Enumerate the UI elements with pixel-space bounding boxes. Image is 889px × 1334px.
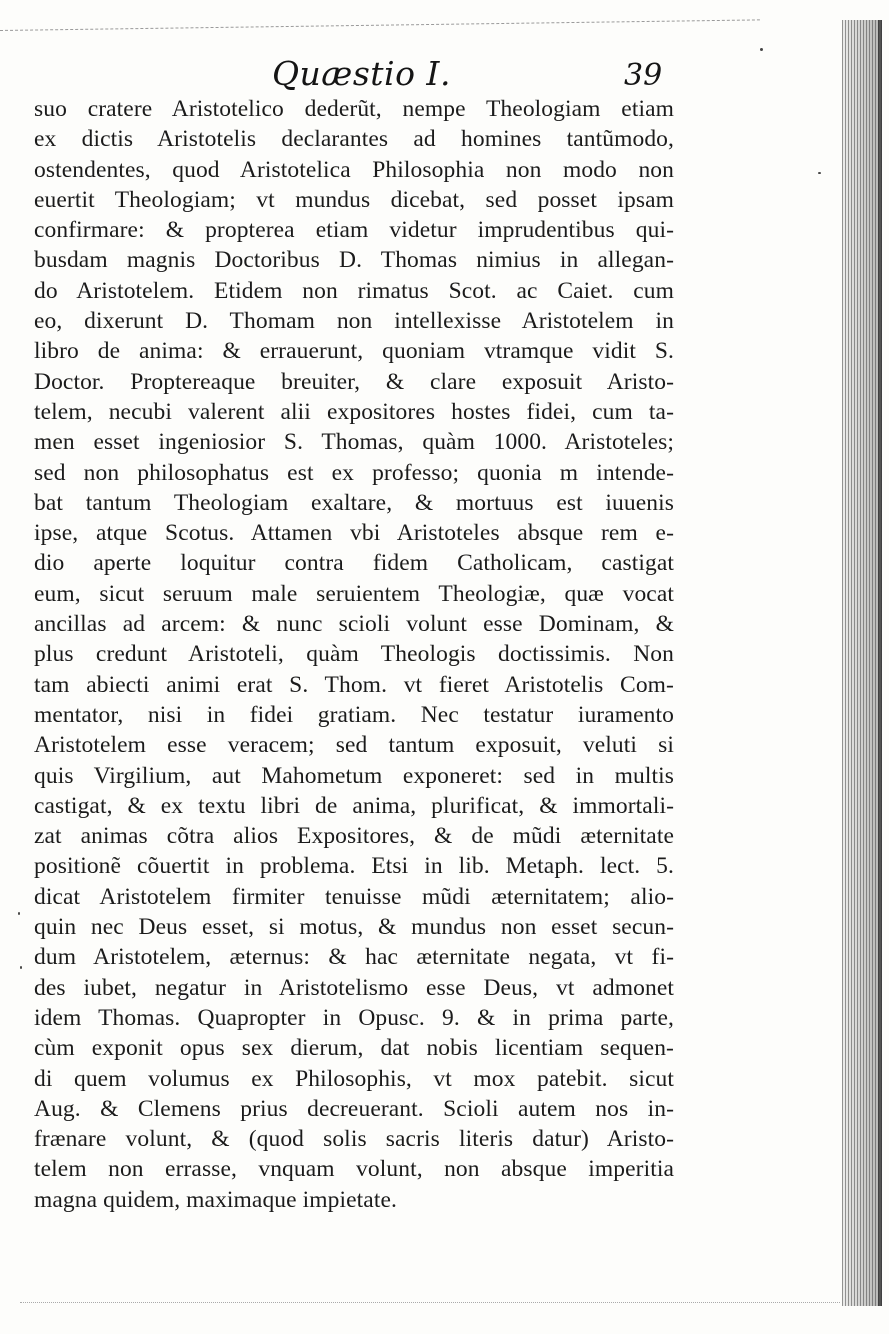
text-line: plus credunt Aristoteli, quàm Theologis doctissimis. Non — [34, 641, 674, 668]
text-line: dio aperte loquitur contra fidem Catholicam, castigat — [34, 550, 674, 577]
text-line: sed non philosophatus est ex professo; quonia m intende- — [34, 459, 674, 486]
scan-edge-top — [0, 19, 760, 31]
text-line: zat animas cõtra alios Expositores, & de mũdi æternitate — [34, 823, 674, 850]
text-line: Aug. & Clemens prius decreuerant. Scioli autem nos in- — [34, 1095, 674, 1122]
text-line: Doctor. Proptereaque breuiter, & clare exposuit Aristo- — [34, 368, 674, 395]
text-line: di quem volumus ex Philosophis, vt mox patebit. sicut — [34, 1065, 674, 1092]
text-line: libro de anima: & errauerunt, quoniam vtramque vidit S. — [34, 338, 674, 365]
text-line: confirmare: & propterea etiam videtur imprudentibus qui- — [34, 217, 674, 244]
text-line: euertit Theologiam; vt mundus dicebat, sed posset ipsam — [34, 186, 674, 213]
book-gutter-edge — [878, 20, 882, 1306]
text-line: positionẽ cõuertit in problema. Etsi in lib. Metaph. lect. 5. — [34, 853, 674, 880]
text-line: dicat Aristotelem firmiter tenuisse mũdi æternitatem; alio- — [34, 883, 674, 910]
text-line: ex dictis Aristotelis declarantes ad homines tantũmodo, — [34, 126, 674, 153]
margin-speck — [18, 912, 20, 915]
text-line: men esset ingeniosior S. Thomas, quàm 1000. Aristoteles; — [34, 429, 674, 456]
scan-edge-bottom — [20, 1302, 840, 1303]
text-line: des iubet, negatur in Aristotelismo esse Deus, vt admonet — [34, 974, 674, 1001]
text-line: dum Aristotelem, æternus: & hac æternitate negata, vt fi- — [34, 944, 674, 971]
text-line: eo, dixerunt D. Thomam non intellexisse Aristotelem in — [34, 308, 674, 335]
text-line: mentator, nisi in fidei gratiam. Nec testatur iuramento — [34, 701, 674, 728]
text-line: telem, necubi valerent alii expositores hostes fidei, cum ta- — [34, 398, 674, 425]
text-line: suo cratere Aristotelico dederũt, nempe Theologiam etiam — [34, 96, 674, 122]
text-line: telem non errasse, vnquam volunt, non absque imperitia — [34, 1156, 674, 1183]
running-title: Quæstio I. — [272, 54, 451, 93]
margin-speck — [818, 172, 821, 174]
text-line: castigat, & ex textu libri de anima, plurificat, & immortali- — [34, 792, 674, 819]
text-line: do Aristotelem. Etidem non rimatus Scot. ac Caiet. cum — [34, 277, 674, 304]
margin-speck — [760, 48, 763, 51]
page-number: 39 — [624, 58, 663, 93]
text-line: bat tantum Theologiam exaltare, & mortuus est iuuenis — [34, 489, 674, 516]
text-line: ancillas ad arcem: & nunc scioli volunt esse Dominam, & — [34, 611, 674, 638]
text-line: frænare volunt, & (quod solis sacris literis datur) Aristo- — [34, 1126, 674, 1153]
text-line: cùm exponit opus sex dierum, dat nobis licentiam sequen- — [34, 1035, 674, 1062]
text-line: magna quidem, maximaque impietate. — [34, 1186, 397, 1213]
text-line: quin nec Deus esset, si motus, & mundus non esset secun- — [34, 914, 674, 941]
margin-speck — [20, 966, 22, 969]
book-gutter — [842, 20, 882, 1306]
text-line: tam abiecti animi erat S. Thom. vt fieret Aristotelis Com- — [34, 671, 674, 698]
text-line: ipse, atque Scotus. Attamen vbi Aristoteles absque rem e- — [34, 520, 674, 547]
text-line: quis Virgilium, aut Mahometum exponeret: sed in multis — [34, 762, 674, 789]
text-line: Aristotelem esse veracem; sed tantum exposuit, veluti si — [34, 732, 674, 759]
text-line: ostendentes, quod Aristotelica Philosophia non modo non — [34, 156, 674, 183]
text-line: eum, sicut seruum male seruientem Theologiæ, quæ vocat — [34, 580, 674, 607]
body-text — [34, 94, 684, 1215]
text-line: idem Thomas. Quapropter in Opusc. 9. & in prima parte, — [34, 1004, 674, 1031]
text-line: busdam magnis Doctoribus D. Thomas nimius in allegan- — [34, 247, 674, 274]
